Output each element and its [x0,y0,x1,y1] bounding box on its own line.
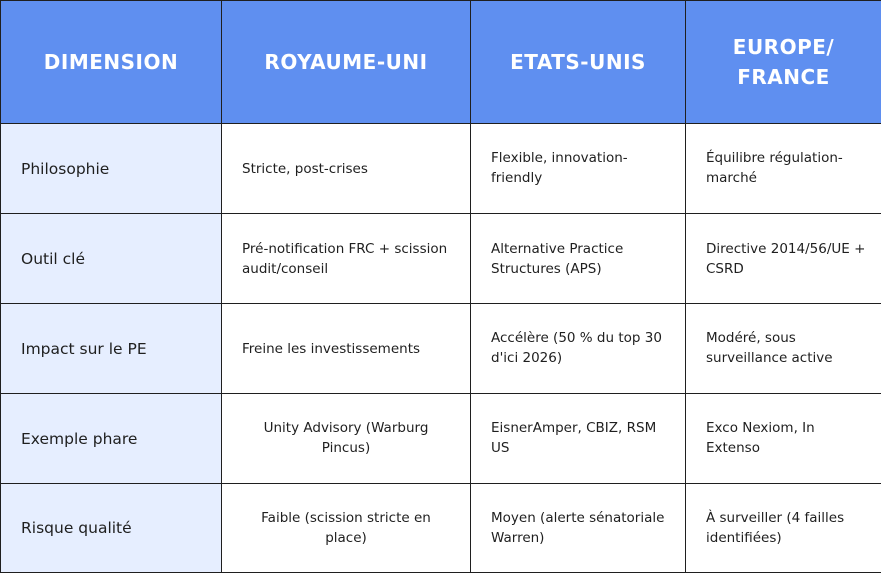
row-dimension: Impact sur le PE [1,304,222,394]
cell-europe-france: Exco Nexiom, In Extenso [686,394,881,484]
table-row [1,394,881,484]
header-dimension: DIMENSION [1,1,222,124]
cell-royaume-uni: Unity Advisory (Warburg Pincus) [222,394,471,484]
cell-etats-unis: Flexible, innovation-friendly [471,124,686,214]
cell-royaume-uni: Freine les investissements [222,304,471,394]
table-row [1,304,881,394]
row-dimension: Risque qualité [1,484,222,573]
header-row [1,1,881,124]
header-europe-france [686,1,881,124]
row-dimension: Outil clé [1,214,222,304]
cell-etats-unis: Alternative Practice Structures (APS) [471,214,686,304]
cell-royaume-uni: Pré-notification FRC + scission audit/conseil [222,214,471,304]
row-dimension: Exemple phare [1,394,222,484]
cell-royaume-uni: Faible (scission stricte en place) [222,484,471,573]
table-row [1,484,881,573]
table-row [1,214,881,304]
cell-europe-france: Modéré, sous surveillance active [686,304,881,394]
cell-etats-unis: EisnerAmper, CBIZ, RSM US [471,394,686,484]
cell-europe-france: À surveiller (4 failles identifiées) [686,484,881,573]
header-royaume-uni: ROYAUME-UNI [222,1,471,124]
header-etats-unis: ETATS-UNIS [471,1,686,124]
cell-europe-france: Équilibre régulation-marché [686,124,881,214]
row-dimension: Philosophie [1,124,222,214]
cell-europe-france: Directive 2014/56/UE + CSRD [686,214,881,304]
cell-etats-unis: Moyen (alerte sénatoriale Warren) [471,484,686,573]
cell-etats-unis: Accélère (50 % du top 30 d'ici 2026) [471,304,686,394]
header-europe-france-text: EUROPE/ FRANCE [733,35,834,89]
table-header [1,1,881,124]
cell-royaume-uni: Stricte, post-crises [222,124,471,214]
table-row [1,124,881,214]
table-body [1,124,881,573]
